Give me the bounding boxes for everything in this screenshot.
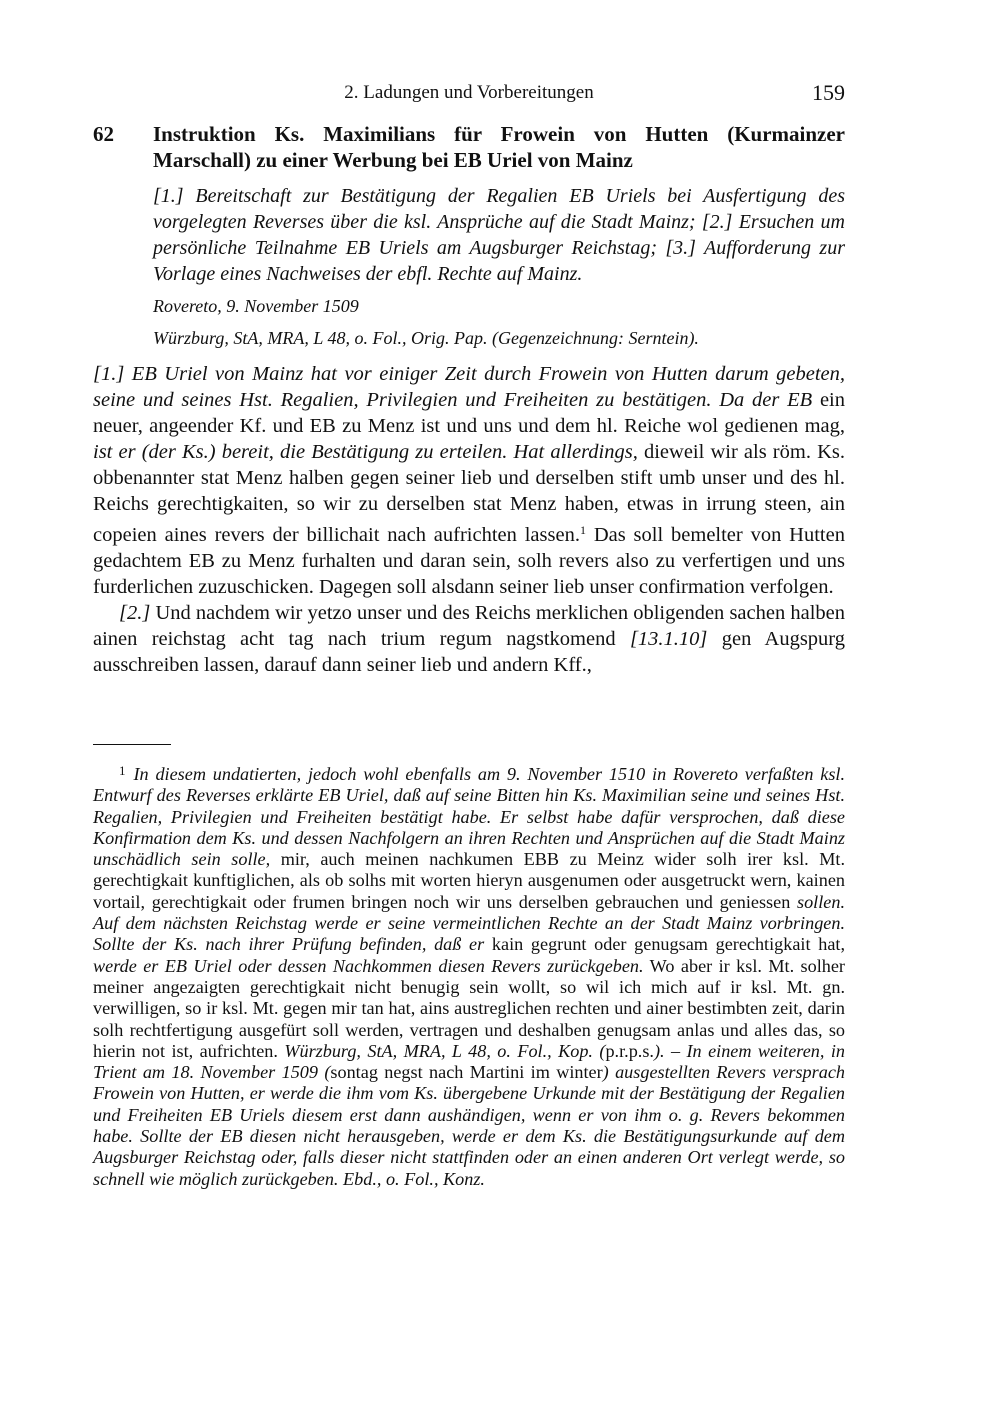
editorial-text-run: [13.1.10] [629,628,708,650]
source-text-run: Wo aber ir ksl. Mt. solher meiner angezaigten gerechtigkait nicht benugig sein wollt, so wil ich mich auf ir ksl. Mt. gn. verwilligen, so ir ksl. Mt. gegen mir tan hat, ains austreglichen rechten und ainer bestimbten zeit, darin solh rechtfertigung ausgefürt soll werden, vertragen und deshalben genugsam anlas und alles das, so hierin not ist, aufrichten. [93,955,845,1061]
editorial-text-run: [2.] [119,602,151,624]
document-heading [93,121,845,173]
source-text-run: mir, auch meinen nachkumen EBB zu Meinz wider solh irer ksl. Mt. gerechtigkait kunftiglichen, als ob solhs mit worten hieryn ausgenumen oder ausgetruckt wern, kainen vortail, gerechtigkait oder frumen bringen noch wir uns derselben gebrauchen und geniessen [93,849,845,912]
editorial-text-run: ist er (der Ks.) bereit, die Bestätigung zu erteilen. Hat allerdings, [93,441,638,463]
footnote-number: 1 [119,763,126,778]
document-number: 62 [93,122,114,146]
page-number: 159 [812,80,845,105]
body-paragraph [93,600,845,678]
source-text-run: p.r.p.s. [605,1040,654,1061]
footnote-reference: 1 [579,523,586,537]
running-head [93,80,845,108]
document-regest: [1.] Bereitschaft zur Bestätigung der Regalien EB Uriels bei Ausfertigung des vorgelegten Reverses über die ksl. Ansprüche auf die Stadt Mainz; [2.] Ersuchen um persönliche Teilnahme EB Uriels am Augsburger Reichstag; [3.] Aufforderung zur Vorlage eines Nachweises der ebfl. Rechte auf Mainz. [153,185,845,285]
footnotes [93,760,845,1190]
editorial-text-run: sollen. Auf dem nächsten Reichstag werde er seine vermeintlichen Rechte an der Stadt Mainz vorbringen. Sollte der Ks. nach ihrer Prüfung befinden, daß er [93,891,845,955]
running-head-title: 2. Ladungen und Vorbereitungen [344,82,594,103]
editorial-text-run: [1.] EB Uriel von Mainz hat vor einiger Zeit durch Frowein von Hutten darum gebeten, seine und seines Hst. Regalien, Privilegien und Freiheiten zu bestätigen. Da der EB [93,363,845,411]
document-title: Instruktion Ks. Maximilians für Frowein von Hutten (Kurmainzer Marschall) zu einer Werbung bei EB Uriel von Mainz [153,122,845,172]
editorial-text-run: Würzburg, StA, MRA, L 48, o. Fol., Kop. ( [284,1040,606,1061]
editorial-text-run: In diesem undatierten, jedoch wohl ebenfalls am 9. November 1510 in Rovereto verfaßten ksl. Entwurf des Reverses erklärte EB Uriel, daß auf seine Bitten hin Ks. Maximilian seine und seines Hst. Regalien, Privilegien und Freiheiten bestätigt habe. Er selbst habe dafür versprochen, daß diese Konfirmation dem Ks. und dessen Nachfolgern an ihren Rechten und Ansprüchen auf die Stadt Mainz unschädlich sein solle, [93,764,845,870]
editorial-text-run: ). – In einem weiteren, in Trient am 18. November 1509 ( [93,1040,845,1083]
source-text-run: sontag negst nach Martini im winter [330,1062,603,1083]
body-paragraph [93,361,845,600]
source-text-run: Und nachdem wir yetzo unser und des Reichs merklichen obligenden sachen halben ainen reichstag acht tag nach trium regum nagstkomend [93,602,845,650]
place-date: Rovereto, 9. November 1509 [153,296,359,316]
source-text-run: ein neuer, angeender Kf. und EB zu Menz ist und uns und dem hl. Reiche wol gedienen mag, [93,389,845,437]
document-body-text [93,361,845,678]
source-text-run: gen Augspurg ausschreiben lassen, darauf dann seiner lieb und andern Kff., [93,628,846,676]
source-text-run: Das soll bemelter von Hutten gedachtem EB zu Menz furhalten und daran sein, solh revers also zu verfertigen und uns furderlichen zuzuschicken. Dagegen soll alsdann seiner lieb unser confirmation verfolgen. [93,524,845,598]
source-text-run: kain gegrunt oder genugsam gerechtigkait hat, [484,934,845,955]
archival-source: Würzburg, StA, MRA, L 48, o. Fol., Orig. Pap. (Gegenzeichnung: Serntein). [153,328,699,348]
editorial-text-run: ) ausgestellten Revers versprach Frowein von Hutten, er werde die ihm vom Ks. übergebene Urkunde mit der Bestätigung der Regalien und Freiheiten EB Uriels diesem erst dann aushändigen, wenn er von ihm o. g. Revers bekommen habe. Sollte der EB diesen nicht herausgeben, werde er dem Ks. die Bestätigungsurkunde auf dem Augsburger Reichstag oder, falls dieser nicht stattfinden oder an einen anderen Ort verlegt werde, so schnell wie möglich zurückgeben. Ebd., o. Fol., Konz. [93,1062,845,1189]
source-text-run: dieweil wir als röm. Ks. obbenannter stat Menz halben gegen seiner lieb und derselben stift umb unser und des hl. Reichs gerechtigkaiten, so wir zu derselben stat Menz haben, etwas in irrung steen, ain copeien aines revers der billichait nach aufrichten lassen. [93,441,845,546]
footnote-separator-rule [93,744,171,745]
footnote [93,760,845,1190]
editorial-text-run: werde er EB Uriel oder dessen Nachkommen diesen Revers zurückgeben. [93,955,644,976]
